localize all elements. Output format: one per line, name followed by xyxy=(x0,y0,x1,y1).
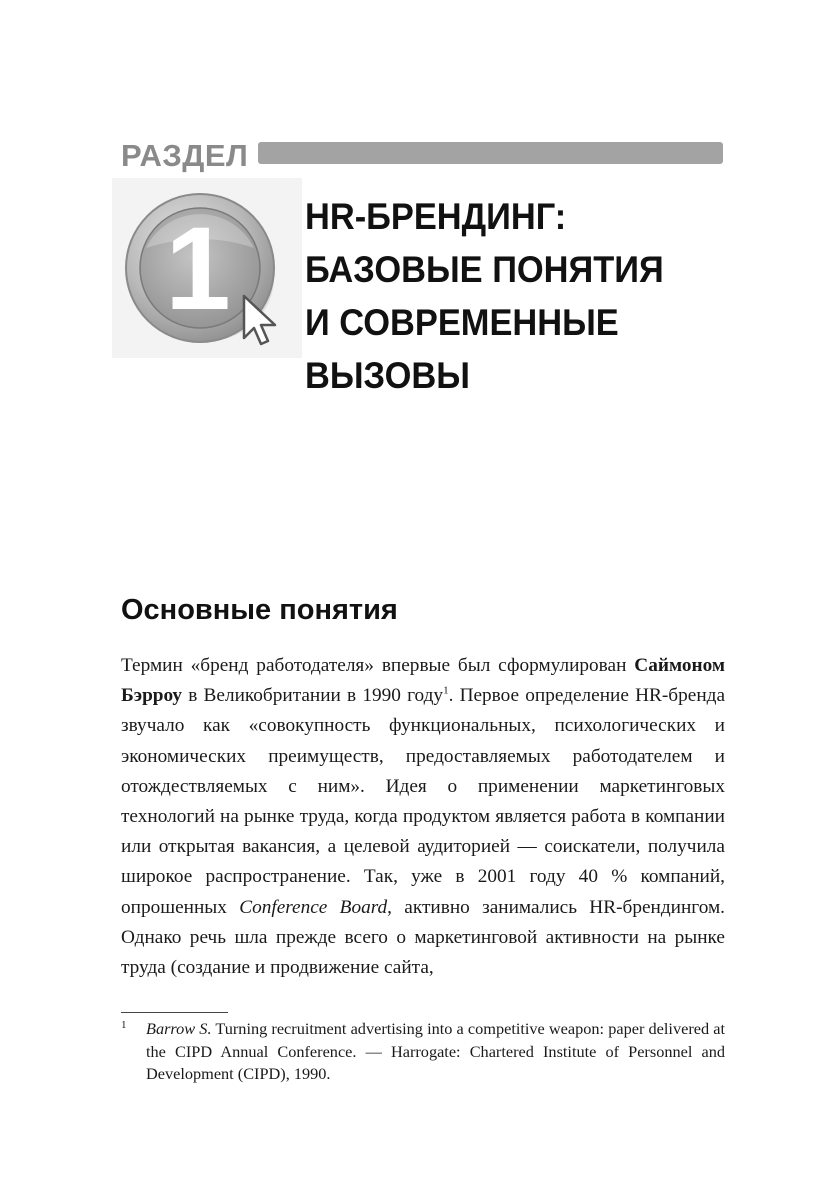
chapter-title-line: ВЫЗОВЫ xyxy=(305,355,470,396)
chapter-title xyxy=(305,190,696,402)
author-name: Саймоном Бэрроу xyxy=(121,655,725,707)
footnote-body: Turning recruitment advertising into a competitive weapon: paper delivered at the CIPD Annual Conference. — Harrogate: Chartered Institute of Personnel and Development (CIPD), 1990. xyxy=(146,1019,725,1083)
subsection-heading: Основные понятия xyxy=(121,594,398,626)
chapter-title-line: И СОВРЕМЕННЫЕ xyxy=(305,302,619,343)
organization-name: Conference Board xyxy=(239,896,388,918)
footnote-text xyxy=(146,1018,725,1086)
body-text xyxy=(121,651,725,983)
chapter-title-line: HR-БРЕНДИНГ: xyxy=(305,196,567,237)
footnote xyxy=(121,1018,725,1086)
footnote-author: Barrow S. xyxy=(146,1019,212,1038)
chapter-number: 1 xyxy=(165,203,231,335)
section-label: РАЗДЕЛ xyxy=(121,138,249,173)
text-run: в Великобритании в 1990 году xyxy=(182,685,444,707)
body-paragraph xyxy=(121,651,725,983)
text-run: Термин «бренд работодателя» впервые был сформулирован xyxy=(121,655,635,676)
footnote-number: 1 xyxy=(121,1019,127,1031)
text-run: , активно занимались HR-брендингом. Однако речь шла прежде всего о маркетинговой активности на рынке труда (создание и продвижение сайта, xyxy=(121,896,726,979)
text-run: . Первое определение HR-бренда звучало как «совокупность функциональных, психологических и экономических преимуществ, предоставляемых работодателем и отождествляемых с ним». Идея о применении маркетинговых технологий на рынке труда, когда продуктом является работа в компании или открытая вакансия, а целевой аудиторией — соискатели, получила широкое распространение. Так, уже в 2001 году 40 % компаний, опрошенных xyxy=(121,685,726,918)
chapter-number-badge xyxy=(112,178,302,358)
chapter-title-line: БАЗОВЫЕ ПОНЯТИЯ xyxy=(305,249,664,290)
footnote-divider xyxy=(121,1012,228,1013)
section-header-bar xyxy=(258,142,723,164)
footnote-ref: 1 xyxy=(443,684,449,697)
